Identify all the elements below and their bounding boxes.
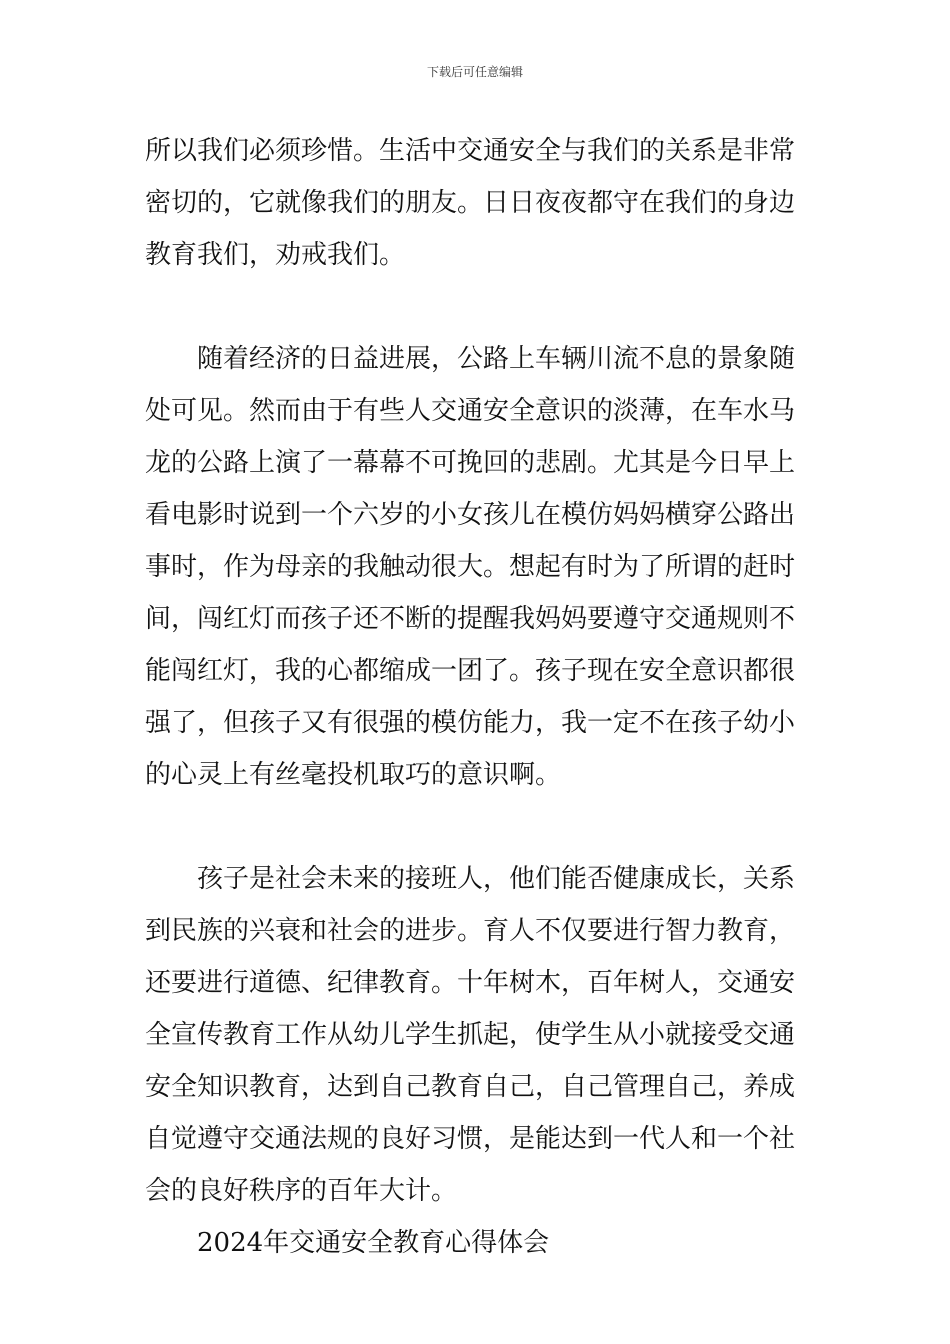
text-line: 安全知识教育，达到自己教育自己，自己管理自己，养成: [145, 1072, 796, 1102]
text-line: 密切的，它就像我们的朋友。日日夜夜都守在我们的身边: [145, 188, 796, 218]
paragraph-1: [145, 125, 810, 281]
document-body: [145, 125, 810, 1269]
paragraph-spacer: [145, 281, 810, 333]
text-line: 全宣传教育工作从幼儿学生抓起，使学生从小就接受交通: [145, 1020, 796, 1050]
text-line: 事时，作为母亲的我触动很大。想起有时为了所谓的赶时: [145, 552, 796, 582]
text-line: 处可见。然而由于有些人交通安全意识的淡薄，在车水马: [145, 396, 796, 426]
text-line: 看电影时说到一个六岁的小女孩儿在模仿妈妈横穿公路出: [145, 500, 796, 530]
text-line: 会的良好秩序的百年大计。: [145, 1176, 458, 1206]
section-title: 2024年交通安全教育心得体会: [197, 1228, 550, 1258]
text-line: 教育我们，劝戒我们。: [145, 240, 406, 270]
page-header: 下载后可任意编辑: [426, 65, 523, 79]
paragraph-spacer: [145, 801, 810, 853]
paragraph-3: [145, 853, 810, 1217]
text-line: 还要进行道德、纪律教育。十年树木，百年树人，交通安: [145, 968, 796, 998]
text-line: 间，闯红灯而孩子还不断的提醒我妈妈要遵守交通规则不: [145, 604, 796, 634]
text-line: 到民族的兴衰和社会的进步。育人不仅要进行智力教育，: [145, 916, 796, 946]
text-line: 的心灵上有丝毫投机取巧的意识啊。: [145, 760, 562, 790]
paragraph-2: [145, 333, 810, 801]
text-line: 自觉遵守交通法规的良好习惯，是能达到一代人和一个社: [145, 1124, 796, 1154]
text-line: 能闯红灯，我的心都缩成一团了。孩子现在安全意识都很: [145, 656, 796, 686]
text-line: 龙的公路上演了一幕幕不可挽回的悲剧。尤其是今日早上: [145, 448, 796, 478]
text-line: 所以我们必须珍惜。生活中交通安全与我们的关系是非常: [145, 136, 796, 166]
text-line: 随着经济的日益进展，公路上车辆川流不息的景象随: [197, 344, 796, 374]
text-line: 强了，但孩子又有很强的模仿能力，我一定不在孩子幼小: [145, 708, 796, 738]
text-line: 孩子是社会未来的接班人，他们能否健康成长，关系: [197, 864, 796, 894]
